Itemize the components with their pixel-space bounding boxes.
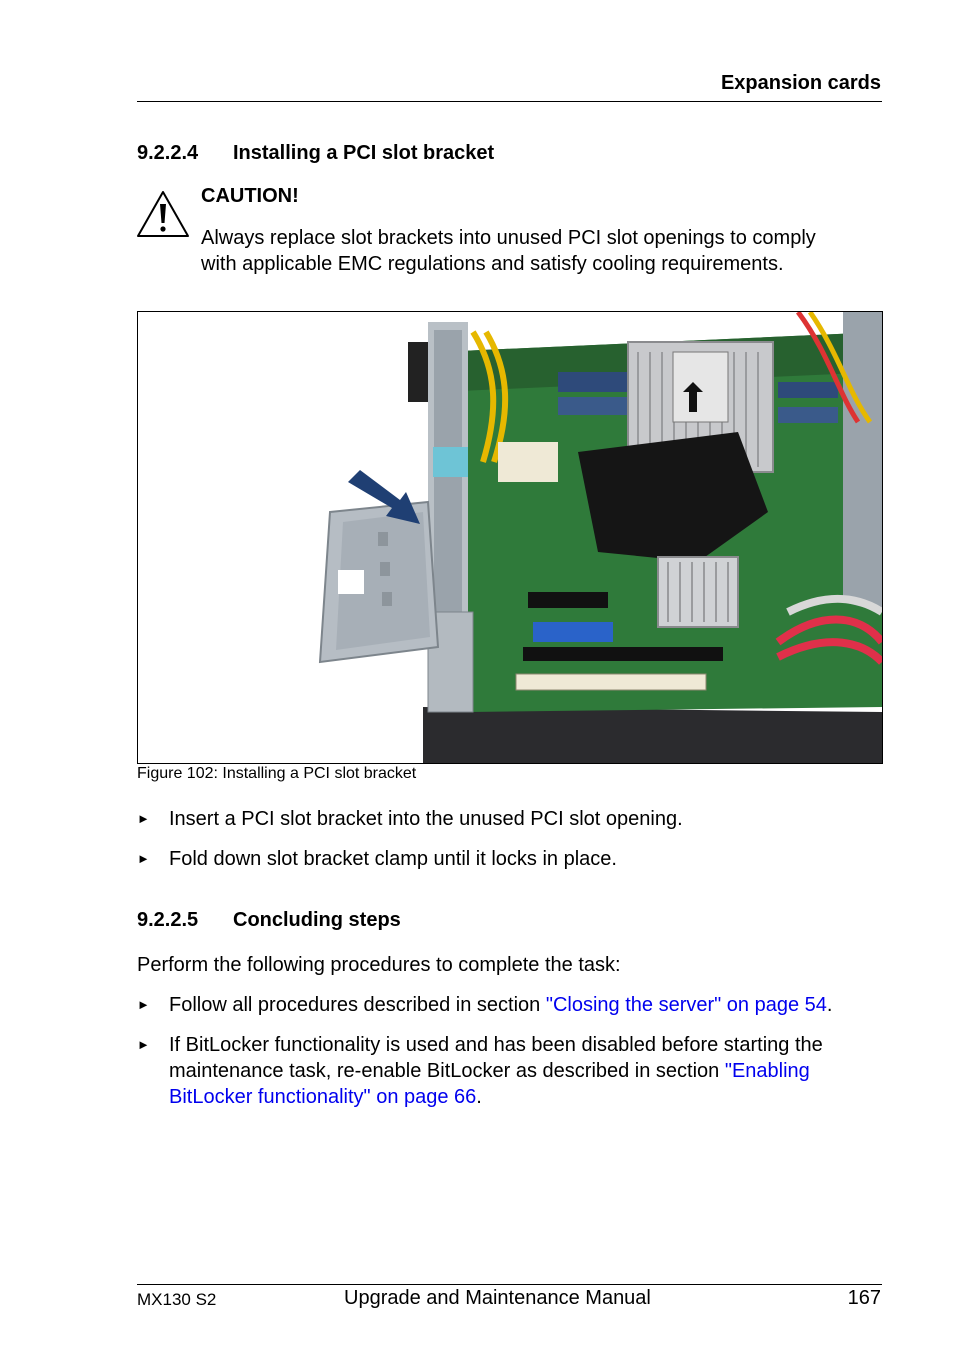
- bullet-arrow-icon: ►: [137, 851, 150, 866]
- figure-caption: Figure 102: Installing a PCI slot bracket: [137, 765, 417, 782]
- bullet-arrow-icon: ►: [137, 997, 150, 1012]
- footer-manual-title: Upgrade and Maintenance Manual: [344, 1287, 651, 1309]
- section-title: Concluding steps: [233, 909, 401, 931]
- server-interior-illustration: [138, 312, 882, 763]
- step-text: Insert a PCI slot bracket into the unused PCI slot opening.: [169, 808, 683, 830]
- bullet-arrow-icon: ►: [137, 1037, 150, 1052]
- footer-model: MX130 S2: [137, 1290, 217, 1309]
- section-intro: Perform the following procedures to complete the task:: [137, 954, 621, 976]
- list-item: [137, 1032, 882, 1110]
- step-text: Follow all procedures described in section: [169, 994, 546, 1016]
- page-number: 167: [847, 1287, 881, 1309]
- step-text: Fold down slot bracket clamp until it locks in place.: [169, 848, 617, 870]
- section-heading-concluding: [137, 909, 401, 932]
- step-punctuation: .: [476, 1086, 482, 1108]
- bullet-arrow-icon: ►: [137, 811, 150, 826]
- caution-line-1: Always replace slot brackets into unused PCI slot openings to comply: [201, 227, 816, 249]
- list-item: [137, 992, 882, 1018]
- closing-server-link[interactable]: "Closing the server" on page 54: [545, 994, 827, 1016]
- list-item: [137, 846, 882, 872]
- step-text-line-1: If BitLocker functionality is used and has been disabled before starting the: [169, 1034, 823, 1056]
- enabling-bitlocker-link-part-2[interactable]: BitLocker functionality" on page 66: [169, 1086, 477, 1108]
- step-text-line-2: maintenance task, re-enable BitLocker as described in section: [169, 1060, 725, 1082]
- header-rule: [137, 101, 882, 102]
- section-number: 9.2.2.4: [137, 142, 199, 164]
- caution-warning-icon: [136, 190, 190, 238]
- caution-text: [201, 225, 901, 277]
- section-heading-installing: [137, 142, 494, 165]
- caution-line-2: with applicable EMC regulations and satisfy cooling requirements.: [201, 253, 784, 275]
- footer-rule: [137, 1284, 882, 1285]
- running-header: Expansion cards: [720, 72, 881, 94]
- enabling-bitlocker-link-part-1[interactable]: "Enabling: [724, 1060, 810, 1082]
- section-number: 9.2.2.5: [137, 909, 199, 931]
- figure-pci-bracket-photo: [137, 311, 883, 764]
- section-title: Installing a PCI slot bracket: [233, 142, 495, 164]
- caution-title: CAUTION!: [201, 185, 299, 207]
- step-punctuation: .: [826, 994, 833, 1016]
- list-item: [137, 806, 882, 832]
